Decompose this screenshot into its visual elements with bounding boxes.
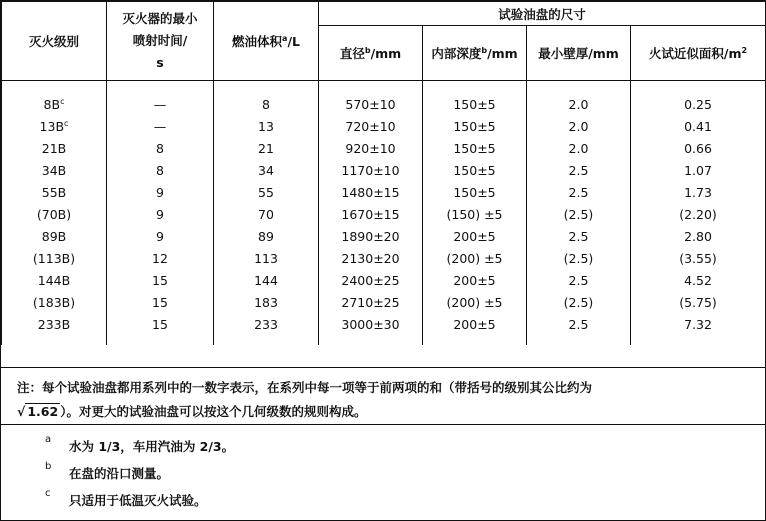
cell-wall: 2.5 [527, 225, 631, 247]
cell-level: 233B [2, 313, 107, 345]
cell-depth: 150±5 [423, 137, 527, 159]
table-body [2, 81, 766, 346]
cell-area: 1.73 [631, 181, 766, 203]
cell-depth: 150±5 [423, 181, 527, 203]
table-row [2, 159, 766, 181]
cell-wall: (2.5) [527, 203, 631, 225]
footnote-text: 在盘的沿口测量。 [69, 466, 170, 481]
cell-wall: 2.0 [527, 115, 631, 137]
cell-fuel: 70 [214, 203, 319, 225]
header-diameter: 直径$^b$/mm [319, 26, 423, 81]
cell-time: 9 [107, 225, 214, 247]
cell-area: 4.52 [631, 269, 766, 291]
table-row [2, 291, 766, 313]
note-line-2 [17, 400, 755, 424]
cell-time: 8 [107, 159, 214, 181]
cell-level: 144B [2, 269, 107, 291]
table-row [2, 115, 766, 137]
cell-fuel: 233 [214, 313, 319, 345]
cell-wall: (2.5) [527, 291, 631, 313]
cell-wall: 2.5 [527, 313, 631, 345]
header-spray-time: 灭火器的最小 喷射时间/ s [107, 2, 214, 81]
cell-diameter: 1890±20 [319, 225, 423, 247]
cell-wall: 2.5 [527, 269, 631, 291]
cell-level: (183B) [2, 291, 107, 313]
cell-area: 0.41 [631, 115, 766, 137]
cell-fuel: 55 [214, 181, 319, 203]
cell-area: 0.25 [631, 81, 766, 116]
cell-area: (2.20) [631, 203, 766, 225]
cell-diameter: 2400±25 [319, 269, 423, 291]
cell-wall: 2.5 [527, 159, 631, 181]
footnote-marker: a [45, 434, 52, 445]
table-row [2, 269, 766, 291]
header-pan-dimensions: 试验油盘的尺寸 [319, 2, 766, 26]
footnote-text: 只适用于低温灭火试验。 [69, 493, 207, 508]
cell-time: 15 [107, 269, 214, 291]
footnote-marker: b [45, 461, 52, 472]
cell-level: (113B) [2, 247, 107, 269]
cell-area: (5.75) [631, 291, 766, 313]
cell-time: 15 [107, 313, 214, 345]
table-row [2, 313, 766, 345]
cell-diameter: 720±10 [319, 115, 423, 137]
cell-diameter: 2130±20 [319, 247, 423, 269]
cell-fuel: 183 [214, 291, 319, 313]
footnote-marker: c [45, 488, 51, 499]
note-line-1: 注：每个试验油盘都用系列中的一数字表示，在系列中每一项等于前两项的和（带括号的级别其公比约为 [17, 380, 593, 395]
cell-fuel: 144 [214, 269, 319, 291]
cell-depth: (200) ±5 [423, 291, 527, 313]
table-row [2, 247, 766, 269]
cell-time: 15 [107, 291, 214, 313]
cell-level: 21B [2, 137, 107, 159]
header-fuel-volume: 燃油体积$^a$/L [214, 2, 319, 81]
cell-level: 55B [2, 181, 107, 203]
cell-depth: 200±5 [423, 225, 527, 247]
cell-diameter: 920±10 [319, 137, 423, 159]
cell-diameter: 1170±10 [319, 159, 423, 181]
table-row [2, 181, 766, 203]
cell-area: 0.66 [631, 137, 766, 159]
cell-area: 1.07 [631, 159, 766, 181]
header-level: 灭火级别 [2, 2, 107, 81]
cell-time: 8 [107, 137, 214, 159]
cell-time: 9 [107, 181, 214, 203]
table-row [2, 137, 766, 159]
cell-fuel: 13 [214, 115, 319, 137]
cell-fuel: 89 [214, 225, 319, 247]
cell-area: 7.32 [631, 313, 766, 345]
cell-wall: 2.5 [527, 181, 631, 203]
cell-level: 34B [2, 159, 107, 181]
cell-fuel: 113 [214, 247, 319, 269]
table-row [2, 203, 766, 225]
cell-depth: 150±5 [423, 159, 527, 181]
cell-fuel: 34 [214, 159, 319, 181]
note-line-2-text: ）。对更大的试验油盘可以按这个几何级数的规则构成。 [60, 404, 367, 419]
cell-level: $8B^c$ [2, 81, 107, 116]
cell-diameter: 2710±25 [319, 291, 423, 313]
cell-level: (70B) [2, 203, 107, 225]
cell-wall: 2.0 [527, 137, 631, 159]
cell-time: — [107, 115, 214, 137]
header-fire-area: 火试近似面积$/m^2$ [631, 26, 766, 81]
radicand: 1.62 [27, 404, 59, 419]
cell-depth: 200±5 [423, 313, 527, 345]
cell-depth: 150±5 [423, 115, 527, 137]
cell-diameter: 1670±15 [319, 203, 423, 225]
cell-depth: 150±5 [423, 81, 527, 116]
table-row [2, 225, 766, 247]
cell-time: 12 [107, 247, 214, 269]
cell-diameter: 3000±30 [319, 313, 423, 345]
cell-fuel: 8 [214, 81, 319, 116]
header-wall-thickness: 最小壁厚/mm [527, 26, 631, 81]
cell-depth: 200±5 [423, 269, 527, 291]
cell-wall: (2.5) [527, 247, 631, 269]
cell-area: (3.55) [631, 247, 766, 269]
cell-depth: (200) ±5 [423, 247, 527, 269]
table-row [2, 81, 766, 116]
cell-diameter: 570±10 [319, 81, 423, 116]
header-depth: 内部深度$^b$/mm [423, 26, 527, 81]
cell-area: 2.80 [631, 225, 766, 247]
radical-sign: √ [17, 404, 26, 419]
cell-time: — [107, 81, 214, 116]
cell-fuel: 21 [214, 137, 319, 159]
cell-depth: (150) ±5 [423, 203, 527, 225]
cell-level: 89B [2, 225, 107, 247]
table-note [1, 367, 765, 425]
cell-level: $13B^c$ [2, 115, 107, 137]
cell-diameter: 1480±15 [319, 181, 423, 203]
cell-time: 9 [107, 203, 214, 225]
test-pan-table [1, 1, 766, 345]
square-root-expression [17, 400, 60, 424]
footnote-text: 水为 1/3，车用汽油为 2/3。 [69, 439, 235, 454]
cell-wall: 2.0 [527, 81, 631, 116]
